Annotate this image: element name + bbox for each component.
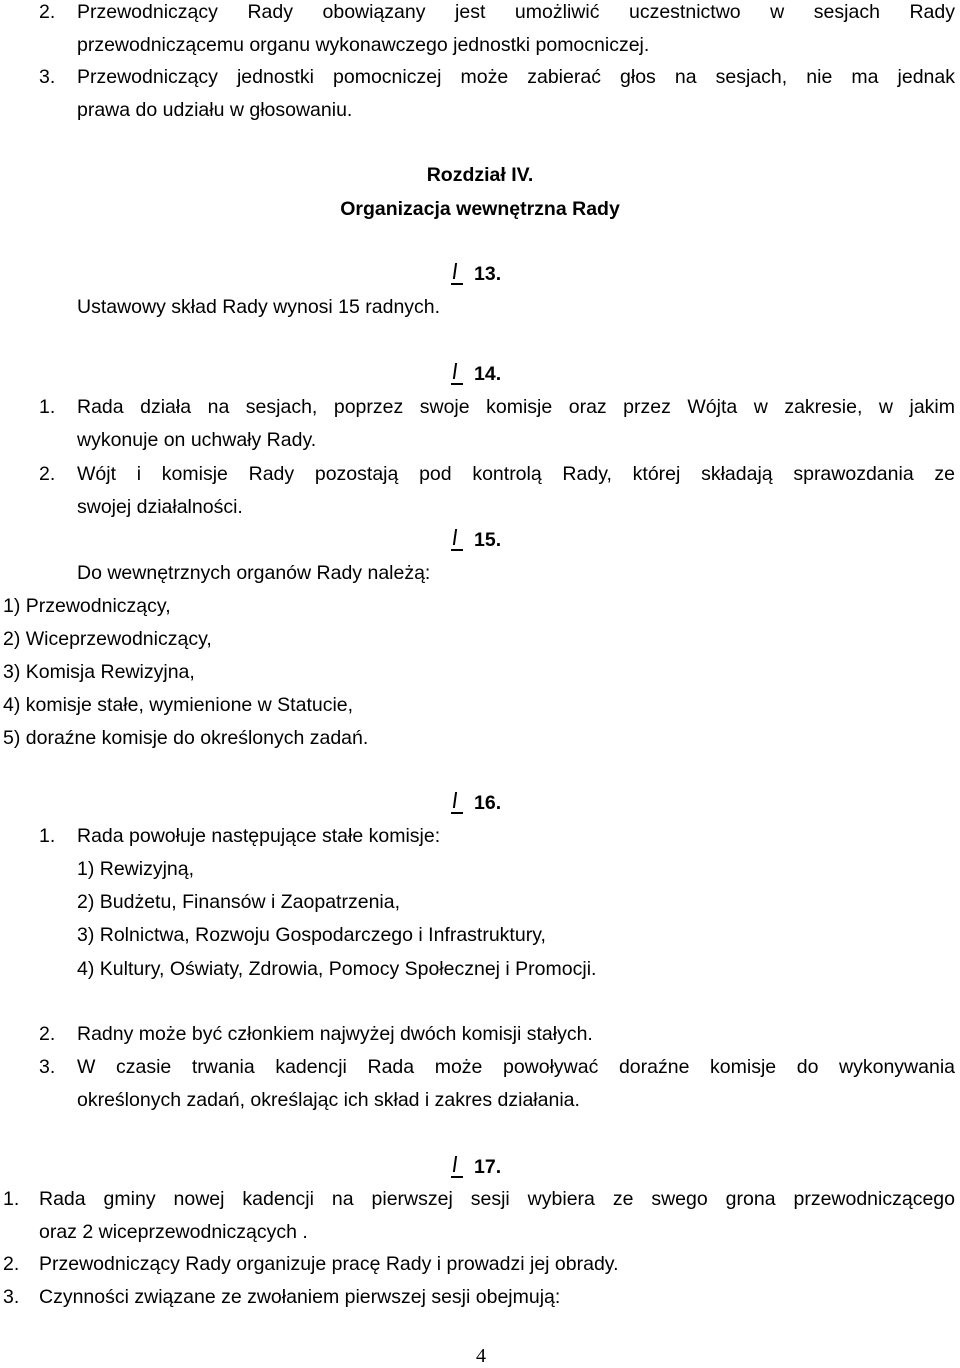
section-15-list-item: 1) Przewodniczący, (3, 595, 171, 617)
intro-item2-line2: przewodniczącemu organu wykonawczego jednostki pomocniczej. (77, 34, 650, 56)
section-16-subitem: 4) Kultury, Oświaty, Zdrowia, Pomocy Społecznej i Promocji. (77, 958, 597, 980)
section-16-number: 16. (474, 792, 502, 814)
section-17-item3-number: 3. (3, 1286, 20, 1308)
section-13-text: Ustawowy skład Rady wynosi 15 radnych. (77, 296, 441, 318)
intro-item3-line2: prawa do udziału w głosowaniu. (77, 99, 353, 121)
section-15-list-item: 2) Wiceprzewodniczący, (3, 628, 212, 650)
section-mark-icon (451, 361, 463, 385)
section-17-item3-text: Czynności związane ze zwołaniem pierwszej sesji obejmują: (39, 1286, 561, 1308)
section-16-item1-text: Rada powołuje następujące stałe komisje: (77, 825, 441, 847)
section-16-item2-text: Radny może być członkiem najwyżej dwóch komisji stałych. (77, 1023, 593, 1045)
section-mark-icon (451, 527, 463, 551)
page-number: 4 (476, 1345, 486, 1367)
intro-item2-number: 2. (39, 1, 56, 23)
section-16-subitem: 1) Rewizyjną, (77, 858, 195, 880)
intro-item3-line1: Przewodniczący jednostki pomocniczej może zabierać głos na sesjach, nie ma jednak (77, 66, 955, 88)
section-14-item1-number: 1. (39, 396, 56, 418)
chapter-title: Rozdział IV. (426, 164, 534, 186)
section-15-number: 15. (474, 529, 502, 551)
chapter-subtitle: Organizacja wewnętrzna Rady (340, 198, 620, 220)
section-15-list-item: 5) doraźne komisje do określonych zadań. (3, 727, 369, 749)
section-17-item1-number: 1. (3, 1188, 20, 1210)
section-17-item2-number: 2. (3, 1253, 20, 1275)
section-14-item1-line1: Rada działa na sesjach, poprzez swoje komisje oraz przez Wójta w zakresie, w jakim (77, 396, 955, 418)
section-13-number: 13. (474, 263, 502, 285)
section-17-item2-text: Przewodniczący Rady organizuje pracę Rady i prowadzi jej obrady. (39, 1253, 619, 1275)
section-17-number: 17. (474, 1156, 502, 1178)
section-mark-icon (451, 261, 463, 285)
section-16-item2-number: 2. (39, 1023, 56, 1045)
section-14-item2-line2: swojej działalności. (77, 496, 243, 518)
section-16-subitem: 2) Budżetu, Finansów i Zaopatrzenia, (77, 891, 401, 913)
section-15-lead: Do wewnętrznych organów Rady należą: (77, 562, 431, 584)
section-16-item3-number: 3. (39, 1056, 56, 1078)
section-15-list-item: 3) Komisja Rewizyjna, (3, 661, 195, 683)
section-mark-icon (451, 1154, 463, 1178)
section-16-item1-number: 1. (39, 825, 56, 847)
section-17-item1-line2: oraz 2 wiceprzewodniczących . (39, 1221, 308, 1243)
intro-item3-number: 3. (39, 66, 56, 88)
section-14-number: 14. (474, 363, 502, 385)
section-16-subitem: 3) Rolnictwa, Rozwoju Gospodarczego i Infrastruktury, (77, 924, 546, 946)
intro-item2-line1: Przewodniczący Rady obowiązany jest umożliwić uczestnictwo w sesjach Rady (77, 1, 955, 23)
section-15-list-item: 4) komisje stałe, wymienione w Statucie, (3, 694, 354, 716)
section-14-item2-line1: Wójt i komisje Rady pozostają pod kontrolą Rady, której składają sprawozdania ze (77, 463, 955, 485)
section-16-item3-line2: określonych zadań, określając ich skład i zakres działania. (77, 1089, 580, 1111)
section-17-item1-line1: Rada gminy nowej kadencji na pierwszej sesji wybiera ze swego grona przewodniczącego (39, 1188, 955, 1210)
section-mark-icon (451, 790, 463, 814)
section-14-item1-line2: wykonuje on uchwały Rady. (77, 429, 317, 451)
section-14-item2-number: 2. (39, 463, 56, 485)
section-16-item3-line1: W czasie trwania kadencji Rada może powoływać doraźne komisje do wykonywania (77, 1056, 955, 1078)
